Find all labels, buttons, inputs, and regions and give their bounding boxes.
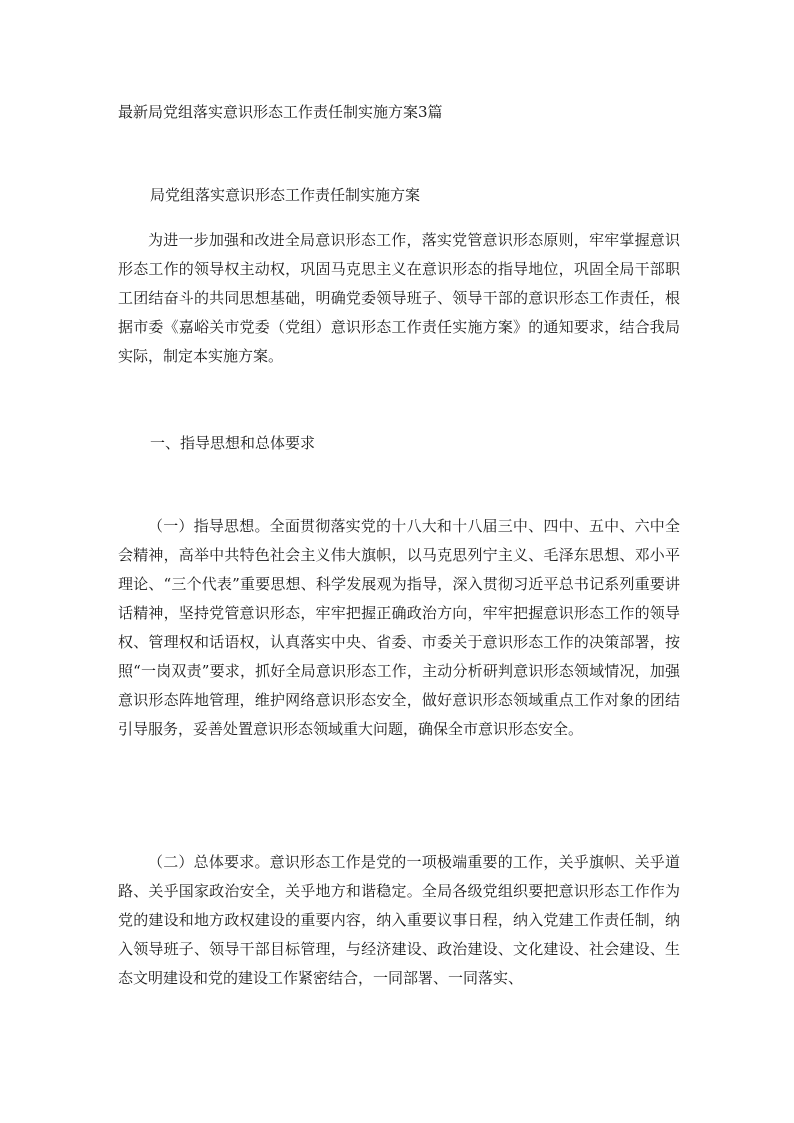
section-heading-1: 一、指导思想和总体要求 — [150, 434, 316, 452]
document-subtitle: 局党组落实意识形态工作责任制实施方案 — [150, 186, 421, 204]
guiding-thought-paragraph: （一）指导思想。全面贯彻落实党的十八大和十八届三中、四中、五中、六中全会精神，高举中共特色社会主义伟大旗帜，以马克思列宁主义、毛泽东思想、邓小平理论、“三个代表”重要思想、科学发展观为指导，深入贯彻习近平总书记系列重要讲话精神，坚持党管意识形态，牢牢把握正确政治方向，牢牢把握意识形态工作的领导权、管理权和话语权，认真落实中央、省委、市委关于意识形态工作的决策部署，按照“一岗双责”要求，抓好全局意识形态工作，主动分析研判意识形态领域情况，加强意识形态阵地管理，维护网络意识形态安全，做好意识形态领域重点工作对象的团结引导服务，妥善处置意识形态领域重大问题，确保全市意识形态安全。 — [118, 517, 680, 738]
general-requirements-paragraph: （二）总体要求。意识形态工作是党的一项极端重要的工作，关乎旗帜、关乎道路、关乎国家政治安全，关乎地方和谐稳定。全局各级党组织要把意识形态工作作为党的建设和地方政权建设的重要内容，纳入重要议事日程，纳入党建工作责任制，纳入领导班子、领导干部目标管理，与经济建设、政治建设、文化建设、社会建设、生态文明建设和党的建设工作紧密结合，一同部署、一同落实、 — [118, 853, 680, 987]
intro-paragraph: 为进一步加强和改进全局意识形态工作，落实党管意识形态原则，牢牢掌握意识形态工作的领导权主动权，巩固马克思主义在意识形态的指导地位，巩固全局干部职工团结奋斗的共同思想基础，明确党委领导班子、领导干部的意识形态工作责任，根据市委《嘉峪关市党委（党组）意识形态工作责任实施方案》的通知要求，结合我局实际，制定本实施方案。 — [118, 231, 680, 365]
document-title: 最新局党组落实意识形态工作责任制实施方案3篇 — [118, 103, 443, 121]
